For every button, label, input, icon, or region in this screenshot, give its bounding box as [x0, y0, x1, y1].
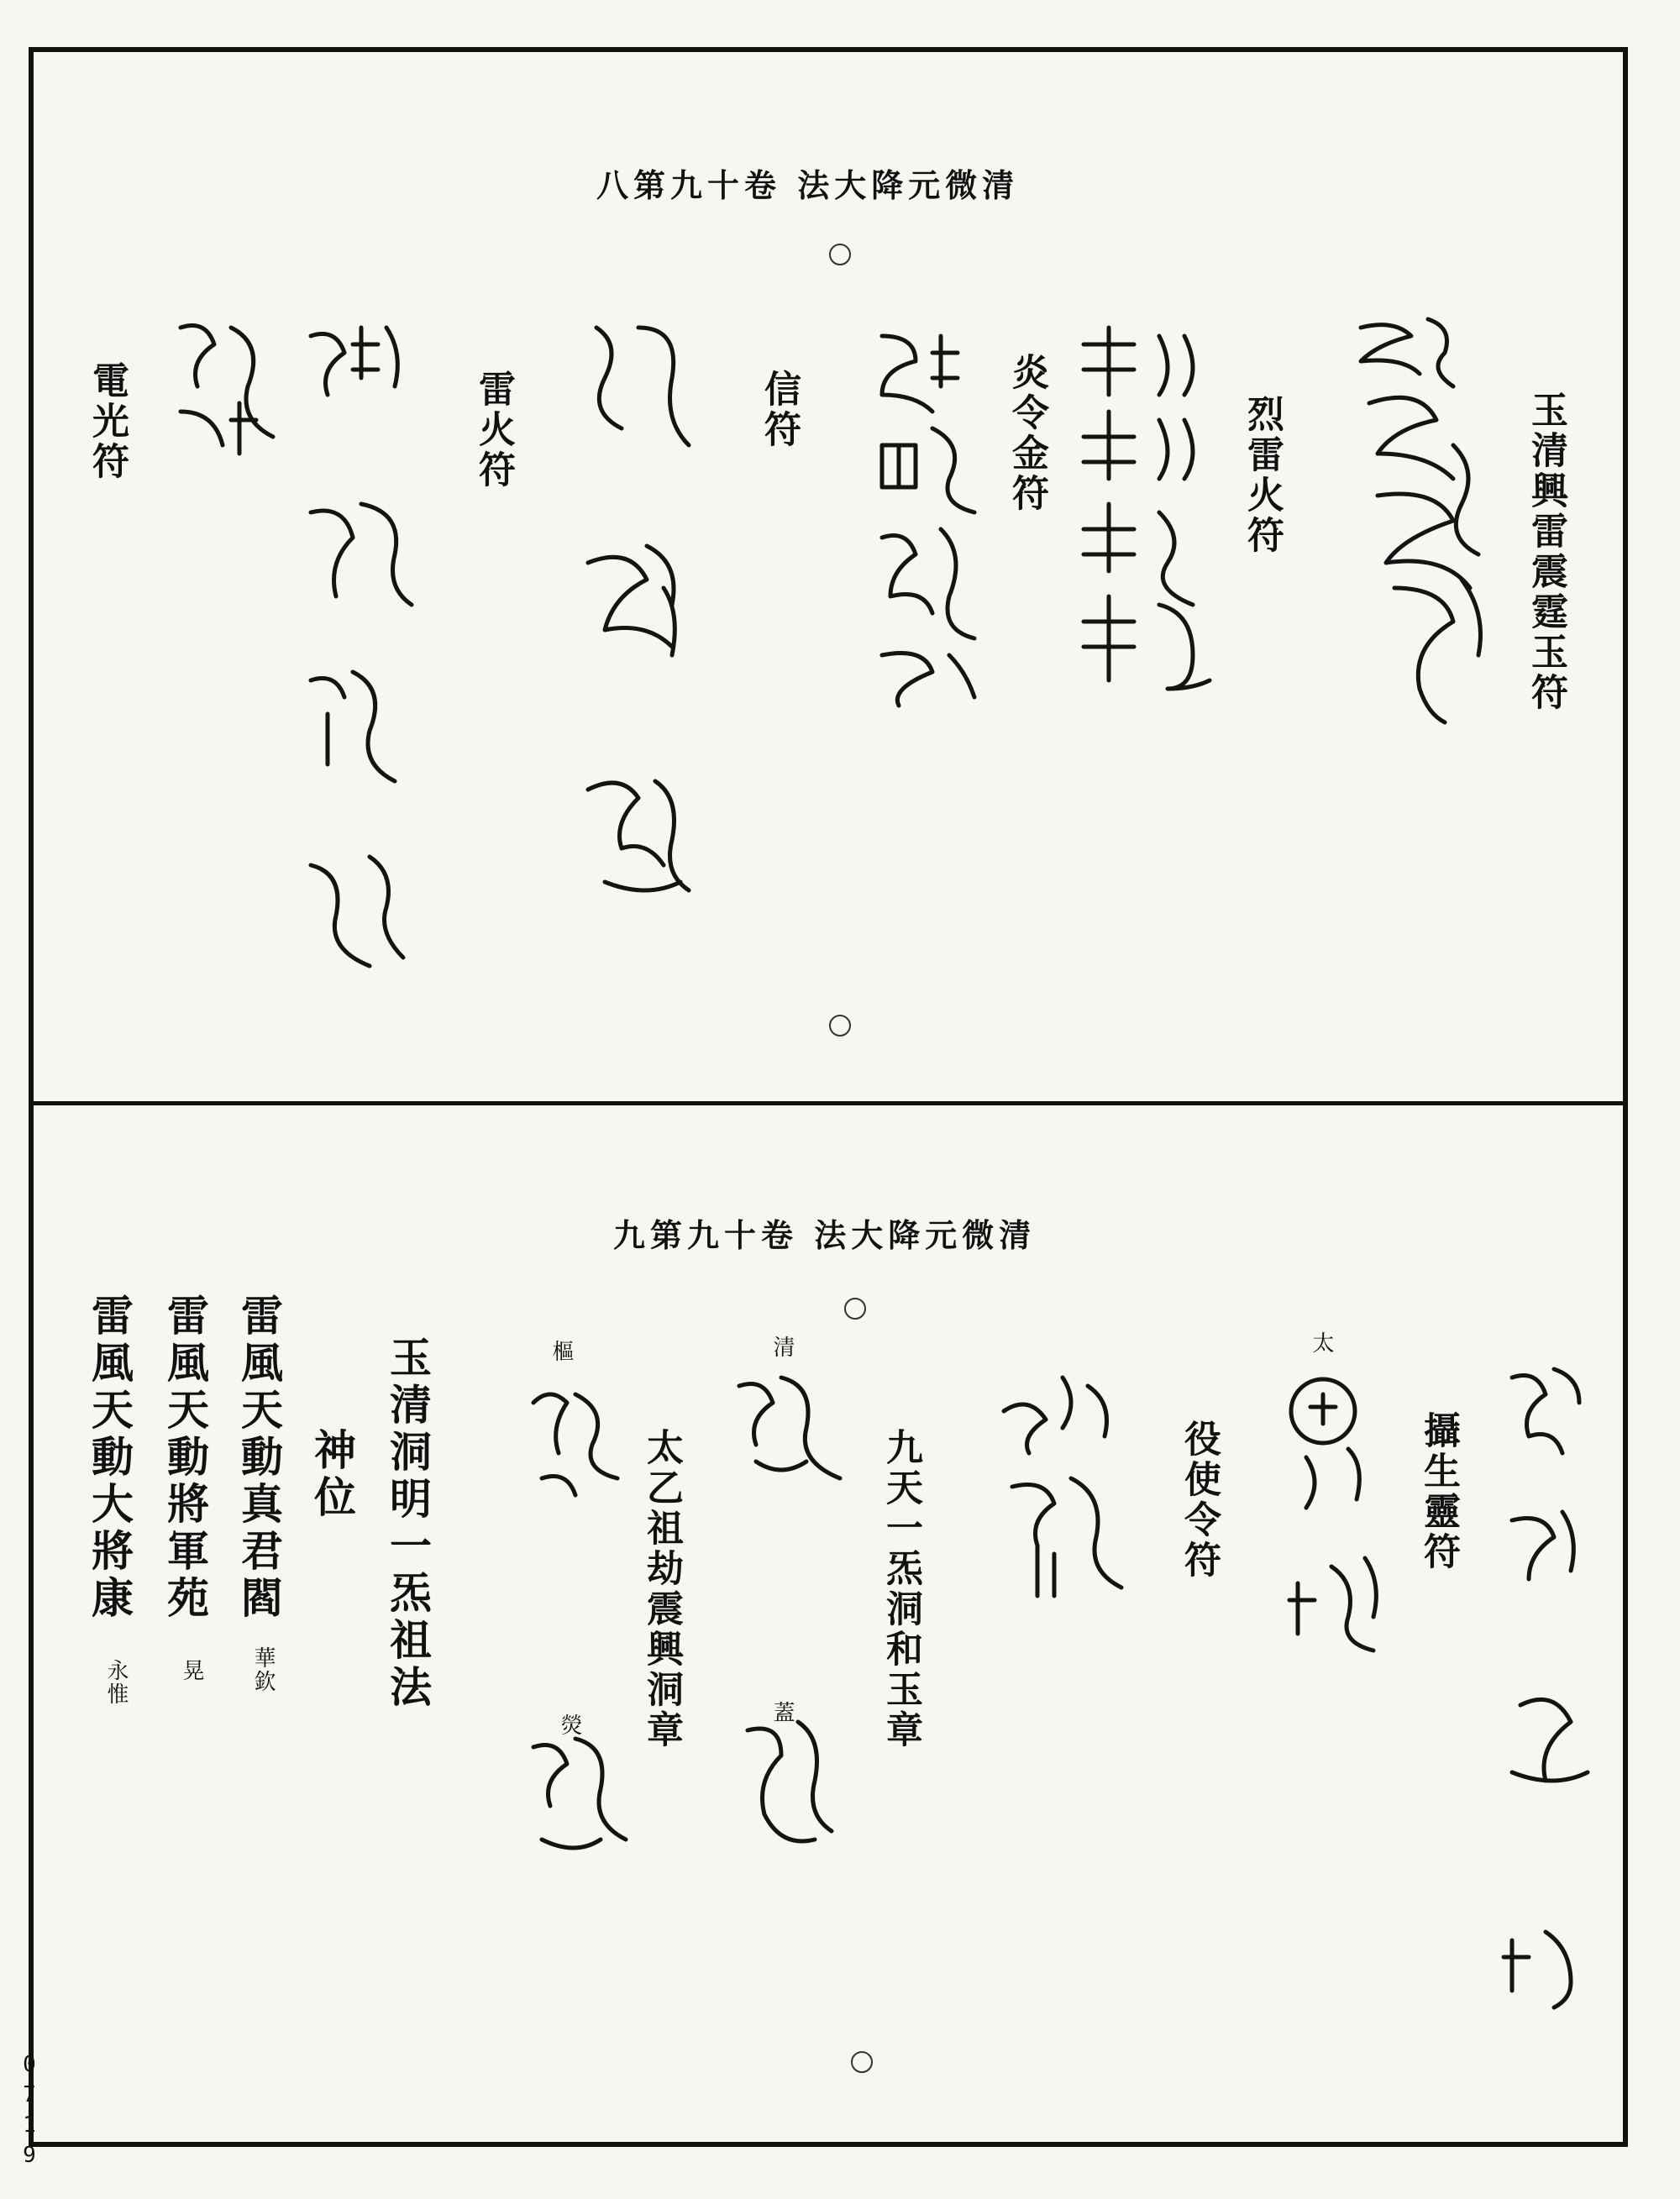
upper-talisman-3-icon [865, 319, 991, 706]
lower-title-zhenjun: 雷風天動真君閻 [234, 1294, 284, 1623]
upper-talisman-4-icon [571, 311, 706, 941]
note-qing: 清 [769, 1336, 795, 1359]
lower-ring-top [844, 1298, 866, 1320]
lower-talisman-5-icon [517, 1369, 634, 1915]
upper-title-leihuo: 雷火符 [472, 370, 515, 491]
upper-talisman-1-icon [1344, 311, 1504, 731]
lower-ring-bottom [851, 2051, 873, 2073]
upper-title-lieleihuo: 烈雷火符 [1241, 395, 1284, 556]
lower-title-taiyi: 太乙祖劫震興洞章 [640, 1428, 683, 1750]
lower-title-yuqing-dongming: 玉清洞明一炁祖法 [383, 1336, 433, 1712]
note-hua-qin: 華欽 [250, 1646, 276, 1693]
upper-talisman-2-icon [1067, 319, 1218, 706]
note-huang: 晃 [179, 1659, 204, 1682]
page-number: 0719 [23, 2052, 36, 2168]
lower-title-jiangjun: 雷風天動將軍苑 [160, 1294, 210, 1623]
panel-divider [29, 1101, 1628, 1105]
note-yong-wei: 永惟 [103, 1659, 129, 1706]
upper-ring-top [829, 244, 851, 265]
lower-title-shesheng: 攝生靈符 [1417, 1411, 1460, 1572]
upper-title-yuqing-xinglei: 玉清興雷震霆玉符 [1525, 391, 1567, 713]
upper-title-yanling: 炎令金符 [1005, 353, 1048, 514]
note-gai: 蓋 [769, 1701, 795, 1724]
lower-talisman-2-icon [1281, 1365, 1399, 1667]
upper-talisman-6-icon [164, 311, 281, 462]
lower-title-yishi: 役使令符 [1178, 1420, 1221, 1581]
lower-title-jiutian: 九天一炁洞和玉章 [879, 1428, 922, 1750]
upper-title-dianguang: 電光符 [86, 361, 129, 482]
lower-title-shenwei: 神位 [307, 1428, 357, 1522]
upper-talisman-5-icon [294, 311, 420, 1000]
lower-header: 九第九十卷 法大降元微清 [613, 1216, 1037, 1254]
note-shu: 樞 [549, 1340, 574, 1363]
lower-title-dajiang: 雷風天動大將康 [85, 1294, 134, 1623]
note-tai: 太 [1309, 1331, 1334, 1355]
lower-talisman-1-icon [1495, 1352, 1596, 2007]
lower-talisman-3-icon [987, 1361, 1138, 1613]
upper-title-xinfu: 信符 [758, 370, 801, 450]
upper-header: 八第九十卷 法大降元微清 [596, 166, 1020, 204]
note-ying: 熒 [557, 1714, 582, 1737]
lower-talisman-4-icon [722, 1361, 848, 1907]
upper-ring-bottom [829, 1015, 851, 1037]
